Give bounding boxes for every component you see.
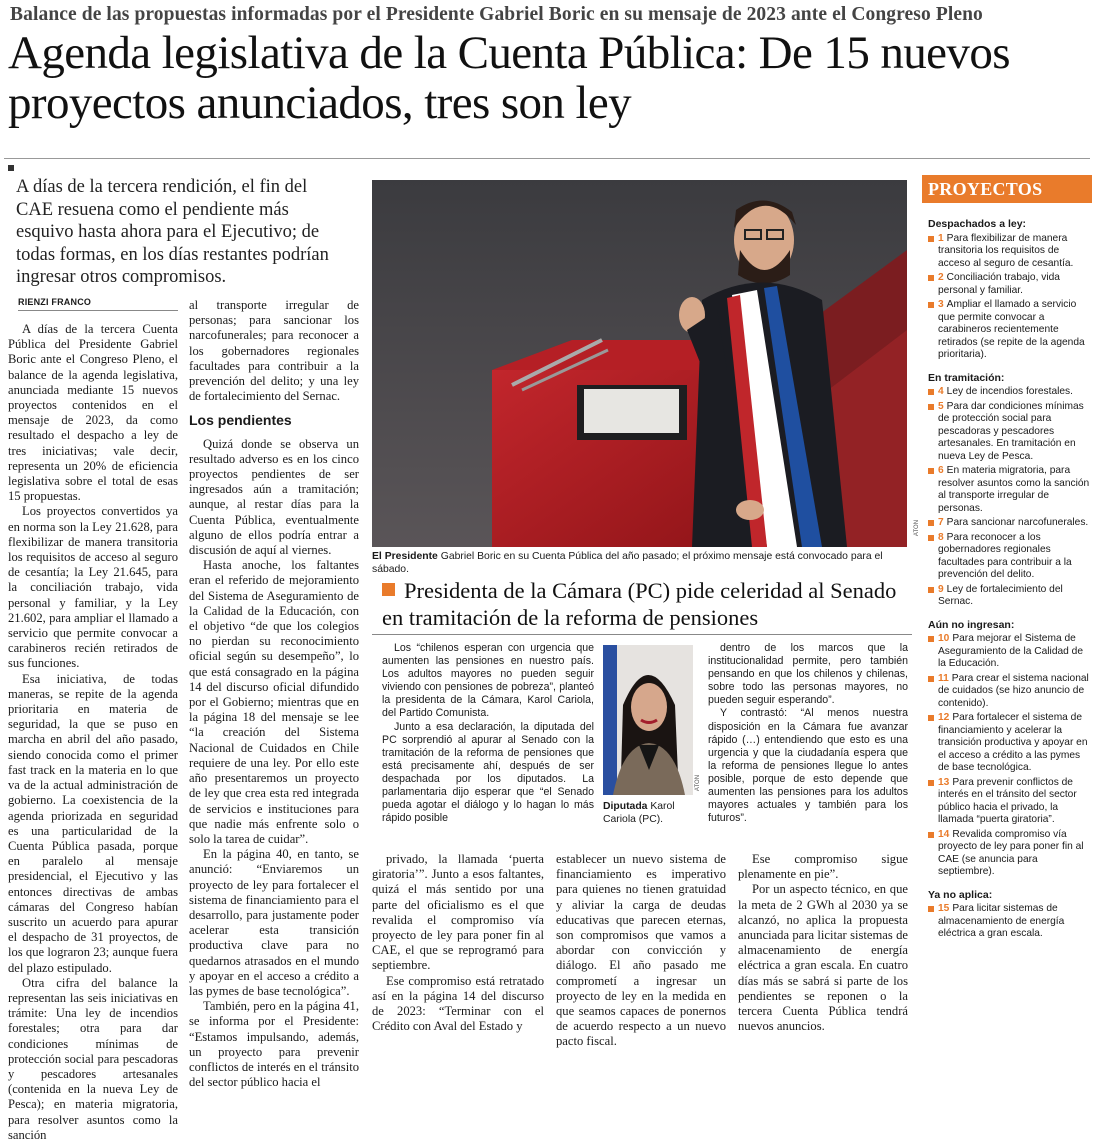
sidebar-item-text: [938, 401, 1090, 464]
sidebar-title: PROYECTOS: [928, 179, 1043, 199]
president-photo: [372, 180, 907, 547]
paragraph: Junto a esa declaración, la diputada del PC sorprendió al apurar al Senado con la tramitación de la reforma de pensiones que está precisamente ahí, después de ser despachada por los diputados. La parlamentaria dijo esperar que “el Senado pueda agotar el diálogo y lo hagan lo más rápido posible: [382, 720, 594, 825]
item-number: 8: [938, 531, 944, 543]
bullet-square: [928, 715, 934, 721]
sidebar-item: [928, 386, 1090, 399]
sub-article-column-2: [708, 642, 908, 825]
item-number: 6: [938, 465, 944, 476]
bullet-square: [928, 275, 934, 281]
bullet-square: [928, 906, 934, 912]
paragraph: al transporte irregular de personas; para sancionar los narcofunerales; para reconocer a los gobernadores regionales facultades para contribuir a la prevención del delito; y una ley de fortalecimiento del Sernac.: [189, 298, 359, 404]
item-number: 5: [938, 400, 944, 412]
caption2-label: Diputada: [603, 801, 648, 812]
bullet-square: [928, 236, 934, 242]
item-label: Para sancionar narcofunerales.: [946, 517, 1089, 528]
sidebar-item-text: [938, 712, 1090, 775]
sidebar-item-text: [938, 633, 1090, 671]
article-column-5: [738, 852, 908, 1034]
sub-article-column-1: [382, 642, 594, 825]
photo-caption: [372, 550, 912, 576]
bullet-square: [928, 535, 934, 541]
byline-rule: [18, 310, 178, 311]
item-number: 4: [938, 386, 944, 397]
sidebar-header: [922, 175, 1092, 203]
sidebar-item: [928, 465, 1090, 515]
sidebar-item-text: [938, 584, 1090, 609]
item-label: Para dar condiciones mínimas de protección social para pescadoras y pescadores artesanales. En tramitación en nueva Ley de Pesca.: [938, 400, 1084, 462]
sidebar-item: [928, 272, 1090, 297]
paragraph: Ese compromiso sigue plenamente en pie”.: [738, 852, 908, 882]
photo2-credit: ATON: [695, 774, 702, 792]
sidebar-list: [928, 208, 1090, 943]
sidebar-item-text: [938, 777, 1090, 827]
item-label: Para flexibilizar de manera transitoria los requisitos de acceso al seguro de cesantía.: [938, 232, 1074, 269]
caption-text: Gabriel Boric en su Cuenta Pública del año pasado; el próximo mensaje está convocado para el sábado.: [372, 551, 883, 575]
paragraph: Ese compromiso está retratado así en la página 14 del discurso de 2023: “Terminar con el Crédito con Aval del Estado y: [372, 973, 544, 1034]
bullet-square: [928, 520, 934, 526]
item-number: 14: [938, 828, 950, 840]
item-label: Ley de fortalecimiento del Sernac.: [938, 583, 1063, 607]
sidebar-item: [928, 903, 1090, 941]
sidebar-category: Aún no ingresan:: [928, 618, 1015, 631]
paragraph: Hasta anoche, los faltantes eran el referido de mejoramiento del Sistema de Aseguramiento de la Calidad de la Educación, con el objetivo “de que los colegios no pierdan su reconocimiento oficial según su desempeño”, lo que está consagrado en la página 14 del discurso oficial difundido por el Gobierno; mientras que en la página 18 del mensaje se lee “la creación del Sistema Nacional de Cuidados en Chile requiere de una ley. Por ello este año presentaremos un proyecto de ley que crea esta red integrada de servicios e instituciones para que nadie más enfrente solo o solo la tarea de cuidar”.: [189, 558, 359, 846]
sidebar-item: [928, 401, 1090, 464]
bullet-square: [928, 302, 934, 308]
sidebar-item-text: [938, 233, 1090, 271]
item-number: 15: [938, 903, 950, 914]
bullet-square: [928, 832, 934, 838]
bullet-square: [928, 676, 934, 682]
item-number: 1: [938, 232, 944, 244]
item-number: 9: [938, 583, 944, 595]
kicker: Balance de las propuestas informadas por el Presidente Gabriel Boric en su mensaje de 2023 ante el Congreso Pleno: [10, 4, 983, 25]
paragraph: dentro de los marcos que la institucionalidad permite, pero también pensando en que los chilenos y chilenas, sobre todo las personas mayores, no pueden seguir esperando”.: [708, 642, 908, 707]
sidebar-item: [928, 777, 1090, 827]
byline: RIENZI FRANCO: [18, 297, 92, 307]
sidebar-item-text: [938, 386, 1073, 399]
bullet-square: [928, 780, 934, 786]
paragraph: Otra cifra del balance la representan las seis iniciativas en trámite: Una ley de incendios forestales; otra para dar condiciones mínimas de protección social para pescadoras y pescadores artesanales (contenida en la nueva Ley de Pesca); en materia migratoria, para resolver asuntos como la sanción: [8, 975, 178, 1142]
item-label: Para licitar sistemas de almacenamiento de energía eléctrica a gran escala.: [938, 903, 1065, 939]
paragraph: Y contrastó: “Al menos nuestra disposición en la Cámara fue avanzar rápido (…) entendiendo que esto es una urgencia y que la ciudadanía espera que la reforma de pensiones llegue lo antes posible, porque de esto depende que aumenten las pensiones para los adultos mayores actuales y también para los futuros”.: [708, 707, 908, 825]
item-label: Ampliar el llamado a servicio que permite convocar a carabineros recientemente retirados (se repite de la agenda prioritaria).: [938, 299, 1085, 360]
item-number: 2: [938, 272, 944, 283]
item-number: 13: [938, 776, 950, 788]
sidebar-item: [928, 233, 1090, 271]
divider: [4, 158, 1090, 159]
sidebar-category: Despachados a ley:: [928, 218, 1027, 230]
item-label: Para reconocer a los gobernadores regionales facultades para contribuir a la prevención del delito.: [938, 531, 1072, 580]
caption2-text: Karol Cariola (PC).: [603, 801, 675, 825]
subhead-rule: [372, 634, 912, 635]
bullet-square: [928, 468, 934, 474]
bullet-square: [928, 636, 934, 642]
sidebar-item: [928, 299, 1090, 362]
paragraph: Quizá donde se observa un resultado adverso es en los cinco proyectos pendientes de ser ingresados aún a tramitación; aunque, al restar días para la Cuenta Pública, eventualmente alguno de ellos podría entrar a discusión de aquí al viernes.: [189, 436, 359, 558]
sidebar-item-text: [938, 673, 1090, 711]
item-label: Para fortalecer el sistema de financiamiento y acelerar la transición productiva y apoyar en el acceso a crédito a las pymes de base tecnológica.: [938, 712, 1088, 773]
item-label: Para crear el sistema nacional de cuidados (se hizo anuncio de contenido).: [938, 672, 1089, 709]
paragraph: Los “chilenos esperan con urgencia que aumenten las pensiones en nuestro país. Los adultos mayores no pueden seguir viviendo con pensiones de pobreza”, planteó la presidenta de la Cámara, Karol Cariola, del Partido Comunista.: [382, 642, 594, 720]
paragraph: También, pero en la página 41, se informa por el Presidente: “Estamos impulsando, además, un proyecto para prevenir conflictos de interés en el tránsito del sector público hacia el: [189, 999, 359, 1090]
paragraph: Esa iniciativa, de todas maneras, se repite de la agenda prioritaria en materia de seguridad, la que se puso en marcha en abril del año pasado, siendo conocida como el primer fast track en la materia en lo que va de la actual administración de gobierno. La coexistencia de la agenda priorizada en seguridad es una particularidad de la Cuenta Pública pasada, porque en paralelo al mensaje presidencial, el Ejecutivo y las entonces directivas de ambas cámaras del Congreso habían suscrito un acuerdo para apurar el despacho de 31 proyectos, de los que lograron 23; aunque fuera del plazo estipulado.: [8, 671, 178, 975]
item-label: Para mejorar el Sistema de Aseguramiento de la Calidad de la Educación.: [938, 633, 1083, 669]
paragraph: En la página 40, en tanto, se anunció: “Enviaremos un proyecto de ley para fortalecer el sistema de financiamiento para el desarrollo, para justamente poder acelerar esta transición productiva clave para no quedarnos atrasados en el mundo y apoyar en el acceso a crédito a las pymes de base tecnológica”.: [189, 847, 359, 998]
item-number: 10: [938, 633, 950, 644]
sidebar-item-text: [938, 299, 1090, 362]
article-column-4: [556, 852, 726, 1050]
paragraph: privado, la llamada ‘puerta giratoria’”. Junto a esos faltantes, quizá el más sentido por una parte del oficialismo es el que revalida el compromiso vía proyecto de ley para poner fin al CAE, el que se reprogramó para septiembre.: [372, 852, 544, 973]
photo-credit: ATON: [914, 519, 921, 537]
paragraph: establecer un nuevo sistema de financiamiento es imperativo para quienes no tienen gratuidad y aliviar la carga de deudas educativas que parecen eternas, son compromisos que vamos a abordar con convicción y diálogo. El año pasado me comprometí a ingresar un proyecto de ley en la medida en que seamos capaces de ponernos de acuerdo respecto a un nuevo pacto fiscal.: [556, 852, 726, 1049]
sidebar-item-text: [938, 829, 1090, 879]
sidebar-item: [928, 584, 1090, 609]
section-heading: Los pendientes: [189, 412, 292, 429]
lead-paragraph: A días de la tercera rendición, el fin del CAE resuena como el pendiente más esquivo hasta ahora para el Ejecutivo; de todas formas, en los días restantes podrían ingresar otros compromisos.: [16, 177, 329, 288]
sidebar-item-text: [938, 903, 1090, 941]
paragraph: A días de la tercera Cuenta Pública del Presidente Gabriel Boric ante el Congreso Pleno, el balance de la agenda legislativa, anunciada mediante 15 nuevos proyectos contenidos en el mensaje de 2023, da como resultado el despacho a ley de tres iniciativas; vale decir, representa un 20% de eficiencia legislativa sobre el total de esas 15 propuestas.: [8, 322, 178, 504]
photo2-caption: [603, 800, 695, 826]
item-label: Ley de incendios forestales.: [946, 386, 1073, 397]
subhead-title: Presidenta de la Cámara (PC) pide celeridad al Senado en tramitación de la reforma de pensiones: [382, 578, 897, 630]
sidebar-item: [928, 673, 1090, 711]
item-number: 7: [938, 517, 944, 528]
item-label: Revalida compromiso vía proyecto de ley para poner fin al CAE (se anuncia para septiembre).: [938, 828, 1084, 877]
sidebar-item: [928, 532, 1090, 582]
article-column-3: [372, 852, 544, 1034]
paragraph: Por un aspecto técnico, en que la meta de 2 GWh al 2030 ya se alcanzó, no aplica la propuesta anunciada para licitar sistemas de almacenamiento de energía eléctrica a gran escala. En cuatro días más se sabrá si parte de los pendientes se reponen o la tercera Cuenta Pública tendrá nuevos anuncios.: [738, 882, 908, 1034]
bullet-square: [928, 587, 934, 593]
article-column-1: [8, 322, 178, 1143]
sidebar-item-text: [938, 532, 1090, 582]
bullet-square: [928, 404, 934, 410]
sidebar-category: En tramitación:: [928, 371, 1005, 384]
sidebar-category: Ya no aplica:: [928, 888, 993, 901]
item-number: 11: [938, 672, 949, 684]
headline: Agenda legislativa de la Cuenta Pública: De 15 nuevos proyectos anunciados, tres son ley: [8, 27, 1010, 129]
sidebar-item: [928, 712, 1090, 775]
item-label: En materia migratoria, para resolver asuntos como la sanción al transporte irregular de personas.: [938, 465, 1090, 514]
deputy-photo: [603, 645, 693, 795]
sidebar-item: [928, 829, 1090, 879]
item-label: Conciliación trabajo, vida personal y familiar.: [938, 272, 1060, 296]
item-number: 12: [938, 712, 950, 723]
sidebar-item: [928, 633, 1090, 671]
bullet-square: [928, 389, 934, 395]
item-label: Para prevenir conflictos de interés en el tránsito del sector público hacia el privado, la llamada “puerta giratoria”.: [938, 776, 1077, 825]
item-number: 3: [938, 299, 944, 310]
sidebar-item: [928, 517, 1090, 530]
paragraph: Los proyectos convertidos ya en norma son la Ley 21.628, para flexibilizar de manera transitoria los requisitos de acceso al seguro de cesantía; la Ley 21.645, para la conciliación trabajo, vida personal y familiar, y la Ley 21.602, para ampliar el llamado a servicio que permite convocar a carabineros recién retirados de sus funciones.: [8, 504, 178, 671]
article-column-2: [189, 298, 359, 1090]
sidebar-item-text: [938, 272, 1090, 297]
sidebar-item-text: [938, 517, 1088, 530]
bullet-marker: [8, 165, 14, 171]
caption-label: El Presidente: [372, 551, 438, 562]
sidebar-item-text: [938, 465, 1090, 515]
